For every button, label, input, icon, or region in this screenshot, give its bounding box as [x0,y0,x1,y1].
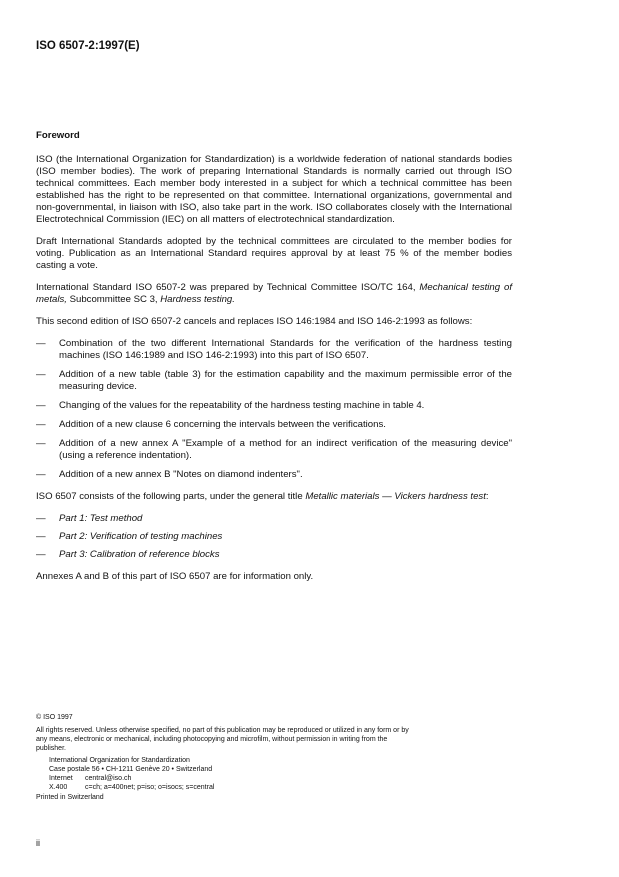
list-item-text: Addition of a new annex A "Example of a method for an indirect verification of the measuring device" (using a reference indentation). [59,438,512,461]
list-item [36,438,512,462]
changes-list [36,338,512,481]
subcommittee-title: Hardness testing. [160,294,235,305]
foreword-section [36,130,512,593]
page-number: ii [36,838,40,848]
dash-marker: — [36,513,46,524]
postal-address: Case postale 56 • CH-1211 Genève 20 • Switzerland [49,766,213,773]
part-title: Part 2: Verification of testing machines [59,531,223,542]
dash-marker: — [36,531,46,542]
list-item [36,469,512,481]
copyright-line: © ISO 1997 [36,714,73,721]
dash-marker: — [36,469,46,480]
list-item [36,531,512,543]
org-name: International Organization for Standardization [49,757,190,764]
paragraph-draft-standards: Draft International Standards adopted by the technical committees are circulated to the member bodies for voting. Publication as an International Standard requires approval by at least 75 % of the member bodies casting a vote. [36,236,512,271]
printed-in: Printed in Switzerland [36,794,104,801]
part-title: Part 3: Calibration of reference blocks [59,549,220,560]
general-title: Metallic materials — Vickers hardness test [305,491,486,502]
list-item-text: Combination of the two different International Standards for the verification of the hardness testing machines (ISO 146:1989 and ISO 146-2:1993) into this part of ISO 6507. [59,338,512,361]
list-item [36,513,512,525]
document-id-header: ISO 6507-2:1997(E) [36,40,140,52]
list-item-text: Changing of the values for the repeatability of the hardness testing machine in table 4. [59,400,425,411]
dash-marker: — [36,369,46,380]
copyright-footer [36,713,416,802]
subcommittee-text: Subcommittee SC 3, [66,294,161,305]
parts-intro-colon: : [485,491,489,502]
foreword-heading: Foreword [36,130,80,141]
dash-marker: — [36,400,46,411]
list-item [36,419,512,431]
committee-title: Mechanical testing of metals, [36,282,513,305]
parts-intro-text: ISO 6507 consists of the following parts, under the general title [36,491,306,502]
parts-list [36,513,512,561]
list-item [36,338,512,362]
internet-value: central@iso.ch [85,775,132,782]
part-title: Part 1: Test method [59,513,143,524]
internet-label: Internet [49,775,73,782]
publisher-address [36,756,416,792]
dash-marker: — [36,549,46,560]
prepared-by-text: International Standard ISO 6507-2 was prepared by Technical Committee ISO/TC 164, [36,282,420,293]
rights-statement: All rights reserved. Unless otherwise specified, no part of this publication may be reproduced or utilized in any form or by any means, electronic or mechanical, including photocopying and microfilm, without permission in writing from the publisher. [36,727,409,752]
paragraph-iso-intro: ISO (the International Organization for Standardization) is a worldwide federation of national standards bodies (ISO member bodies). The work of preparing International Standards is normally carried out through ISO technical committees. Each member body interested in a subject for which a technical committee has been established has the right to be represented on that committee. International organizations, governmental and non-governmental, in liaison with ISO, also take part in the work. ISO collaborates closely with the International Electrotechnical Commission (IEC) on all matters of electrotechnical standardization. [36,154,512,225]
list-item [36,369,512,393]
internet-row [49,774,416,783]
x400-label: X.400 [49,784,68,791]
x400-value: c=ch; a=400net; p=iso; o=isocs; s=central [85,784,215,791]
list-item-text: Addition of a new clause 6 concerning the intervals between the verifications. [59,419,386,430]
paragraph-annexes: Annexes A and B of this part of ISO 6507 are for information only. [36,571,314,582]
dash-marker: — [36,438,46,449]
list-item [36,400,512,412]
x400-row [49,783,416,792]
list-item [36,549,512,561]
paragraph-parts-intro [36,491,512,503]
paragraph-prepared-by [36,282,512,306]
paragraph-second-edition: This second edition of ISO 6507-2 cancels and replaces ISO 146:1984 and ISO 146-2:1993 as follows: [36,316,473,327]
list-item-text: Addition of a new annex B "Notes on diamond indenters". [59,469,303,480]
dash-marker: — [36,419,46,430]
list-item-text: Addition of a new table (table 3) for the estimation capability and the maximum permissible error of the measuring device. [59,369,512,392]
dash-marker: — [36,338,46,349]
